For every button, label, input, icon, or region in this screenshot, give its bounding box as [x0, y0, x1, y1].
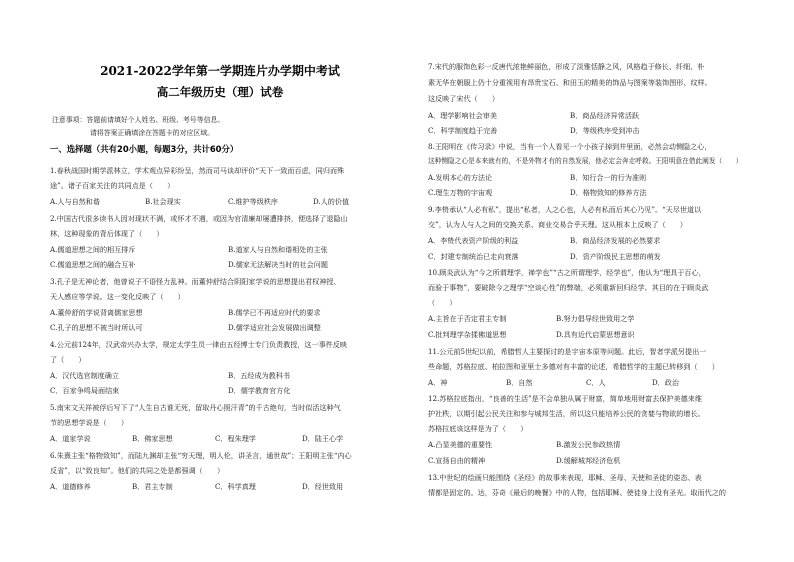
- question-12-option-b: B.激发公民参政热情: [556, 440, 621, 449]
- question-8-option-b: B．知行合一的行为准则: [570, 173, 647, 182]
- question-4-option-b: B．五经成为教科书: [228, 371, 290, 380]
- question-9-option-d: D．资产阶级民主思想的萌发: [570, 252, 661, 261]
- question-12-line-3: 苏格拉底该这样是为了（ ）: [428, 424, 528, 433]
- question-11-option-a: A．神: [428, 378, 448, 387]
- question-7-line-2: 素无华在朝服上仍十分重视用有昂贵宝石、和田玉的精美的饰品与图案等装饰图形、纹样。: [428, 78, 712, 87]
- question-7-line-3: 这反映了宋代（ ）: [428, 94, 499, 103]
- question-11-line-1: 11.公元前5世纪以前，希腊哲人主要探讨的是宇宙本原等问题。此后，智者学派另提出一: [428, 347, 707, 356]
- exam-title: 2021-2022学年第一学期连片办学期中考试: [100, 64, 340, 78]
- question-9-option-b: B．商品经济发展的必然要求: [570, 236, 661, 245]
- question-2-option-a: A.儒道思想之间的相互排斥: [50, 245, 136, 254]
- question-5-line-2: 节的思想学说是（ ）: [50, 418, 129, 427]
- question-7-option-d: D．等级秩序受到冲击: [570, 126, 640, 135]
- question-6-line-2: 反省”，以“致良知”。他们的共同之处是都强调（ ）: [50, 466, 225, 475]
- question-13-line-2: 情都是固定的。达，芬奇《最后的晚餐》中的人物，包括耶稣、使徒身上没有圣光。取而代之的: [428, 488, 726, 497]
- question-10-line-3: （ ）: [428, 298, 457, 307]
- question-12-line-1: 12.苏格拉底指出，“良善的生活”是不会单独从属于财富，简单地用财富去保护美德来维: [428, 394, 702, 403]
- question-2-option-c: C.儒道思想之间的融合互补: [50, 260, 136, 269]
- question-6-option-d: D．经世致用: [302, 482, 344, 491]
- question-10-option-c: C.批判理学杂揉佛道思想: [428, 330, 507, 339]
- question-7-option-c: C．科学制度趋于完善: [428, 126, 498, 135]
- question-9-option-c: C．封建专制统治已走向衰落: [428, 252, 519, 261]
- question-6-line-1: 6.朱熹主张“格物致知”，而陆九渊却主张“穷天理，明人伦，讲圣言，通世故”；王阳明主张“内心: [50, 451, 352, 460]
- question-3-line-2: 天人感应等学说。这一变化反映了（ ）: [50, 292, 185, 301]
- notice-line-1: 注意事项：答题前请填好个人姓名、班级、考号等信息。: [52, 116, 225, 124]
- question-2-line-2: 林，这种现象的背后体现了（ ）: [50, 229, 164, 238]
- question-5-option-c: C．程朱理学: [215, 434, 256, 443]
- question-11-option-c: C．人: [586, 378, 606, 387]
- question-12-option-d: D.缓解城邦经济危机: [556, 456, 621, 465]
- question-11-option-b: B．自然: [506, 378, 533, 387]
- question-5-line-1: 5.南宋文天祥被俘后写下了“人生自古谁无死，留取丹心照汗青”的千古绝句，当时似活这种气: [50, 403, 341, 412]
- question-3-option-c: C.孔子的思想不被当时所认可: [50, 323, 143, 332]
- question-4-option-d: D．儒学教育官方化: [228, 386, 291, 395]
- question-8-line-1: 8.王阳明在《传习录》中说，当有一个人看见一个小孩子掉到井里面，必然会动恻隐之心，: [428, 142, 712, 151]
- question-13-line-1: 13.中世纪的绘画只能围绕《圣经》的故事来表现，耶稣、圣母、天使和圣徒的姿态、表: [428, 473, 702, 482]
- question-5-option-a: A．道家学说: [50, 434, 91, 443]
- question-7-option-b: B．商品经济异常活跃: [570, 111, 640, 120]
- question-7-line-1: 7.宋代的服饰色彩一反唐代浓艳鲜丽色，形成了淡雅恬静之风，风格趋于修长、纤细、朴: [428, 62, 705, 71]
- question-1-option-c: C.维护等级秩序: [228, 197, 278, 206]
- question-5-option-b: B．佛家思想: [132, 434, 173, 443]
- question-6-option-a: A．道德修养: [50, 482, 91, 491]
- question-1-option-a: A.人与自然和谐: [50, 197, 100, 206]
- question-4-option-c: C．百家争鸣局面结束: [50, 386, 120, 395]
- question-2-option-d: D.儒家无法解决当时的社会问题: [228, 260, 328, 269]
- question-3-option-b: B.儒学已不再适应时代的要求: [228, 308, 321, 317]
- question-1-line-2: 途”。诸子百家关注的共同点是（ ）: [50, 181, 175, 190]
- question-8-option-a: A.发明本心的方法论: [428, 173, 493, 182]
- question-10-option-d: D.具有近代启蒙思想意识: [556, 330, 635, 339]
- question-1-option-d: D.人的价值: [313, 197, 350, 206]
- question-3-option-a: A.董仲舒的学说背离儒家思想: [50, 308, 143, 317]
- section-heading: 一、选择题（共有20小题，每题3分，共计60分）: [50, 144, 239, 154]
- question-7-option-a: A．理学影响社会审美: [428, 111, 497, 120]
- question-2-line-1: 2.中国古代很多读书人因对现状不满，或怀才不遇，或因为官清廉却屡遭排挤，便选择了退隐山: [50, 214, 348, 223]
- question-5-option-d: D．陆王心学: [302, 434, 344, 443]
- exam-subtitle: 高二年级历史（理）试卷: [156, 85, 284, 99]
- question-8-option-c: C.理生万物的宇宙观: [428, 188, 493, 197]
- question-12-line-2: 护社秩，以期引起公民关注和参与城邦生活，所以这只能培养公民的贪婪与物欲的增长。: [428, 409, 705, 418]
- question-12-option-c: C.宣扬自由的精神: [428, 456, 486, 465]
- question-1-line-1: 1.春秋战国时期学派林立，学术观点异彩纷呈，然而司马谈却评价“天下一致而百虑，同归而殊: [50, 166, 345, 175]
- question-3-option-d: D.儒学适应社会发展做出调整: [228, 323, 321, 332]
- question-8-line-2: 这种恻隐之心是本来就有的，不是外物才有的自然发展，他必定会奔走呼救。王阳明意在借此阐发（ ）: [428, 157, 743, 165]
- question-10-option-a: A.主旨在于否定君主专制: [428, 314, 507, 323]
- question-4-option-a: A．汉代选官制度确立: [50, 371, 119, 380]
- question-6-option-c: C．科学真理: [215, 482, 256, 491]
- question-11-line-2: 些命题，苏格拉底、柏拉图和亚里士多德对有丰富的论述，希腊哲学的主题已转移到（ ）: [428, 362, 719, 371]
- question-1-option-b: B.社会现实: [145, 197, 181, 206]
- question-11-option-d: D．政治: [652, 378, 679, 387]
- question-10-option-b: B.努力倡导经世致用之学: [556, 314, 635, 323]
- question-9-option-a: A．李贽代表资产阶级的利益: [428, 236, 519, 245]
- question-3-line-1: 3.孔子是无神论者，他曾说子不语怪力乱神。而董仲舒结合阴阳家学说的思想提出君权神授、: [50, 277, 341, 286]
- question-12-option-a: A.凸显美德的重要性: [428, 440, 493, 449]
- question-10-line-1: 10.顾炎武认为“今之所谓理学，禅学也”“古之所谓理学，经学也”，他认为“理具于百心，: [428, 268, 706, 277]
- question-2-option-b: B.道家人与自然和谐相处的主张: [228, 245, 328, 254]
- question-10-line-2: 而验于事物”，要破除今之理学“空谈心性”的弊端，必须重新回归经学。其目的在于顾炎武: [428, 283, 709, 292]
- notice-line-2: 请将答案正确填涂在答题卡的对应区域。: [90, 129, 215, 137]
- question-8-option-d: D．格物致知的修养方法: [570, 188, 647, 197]
- question-9-line-2: 交”，认为人与人之间的交换关系、商业交易合乎天理。这从根本上反映了（ ）: [428, 220, 687, 229]
- question-6-option-b: B．君主专制: [132, 482, 173, 491]
- question-9-line-1: 9.李贽承认“人必有私”，提出“私者，人之心也，人必有私而后其心乃见”。“天尽世道以: [428, 205, 702, 214]
- question-4-line-2: 了（ ）: [50, 355, 86, 364]
- question-4-line-1: 4.公元前124年，汉武帝兴办太学，规定太学生员一律由五经博士专门负责教授，这一事件反映: [50, 340, 347, 349]
